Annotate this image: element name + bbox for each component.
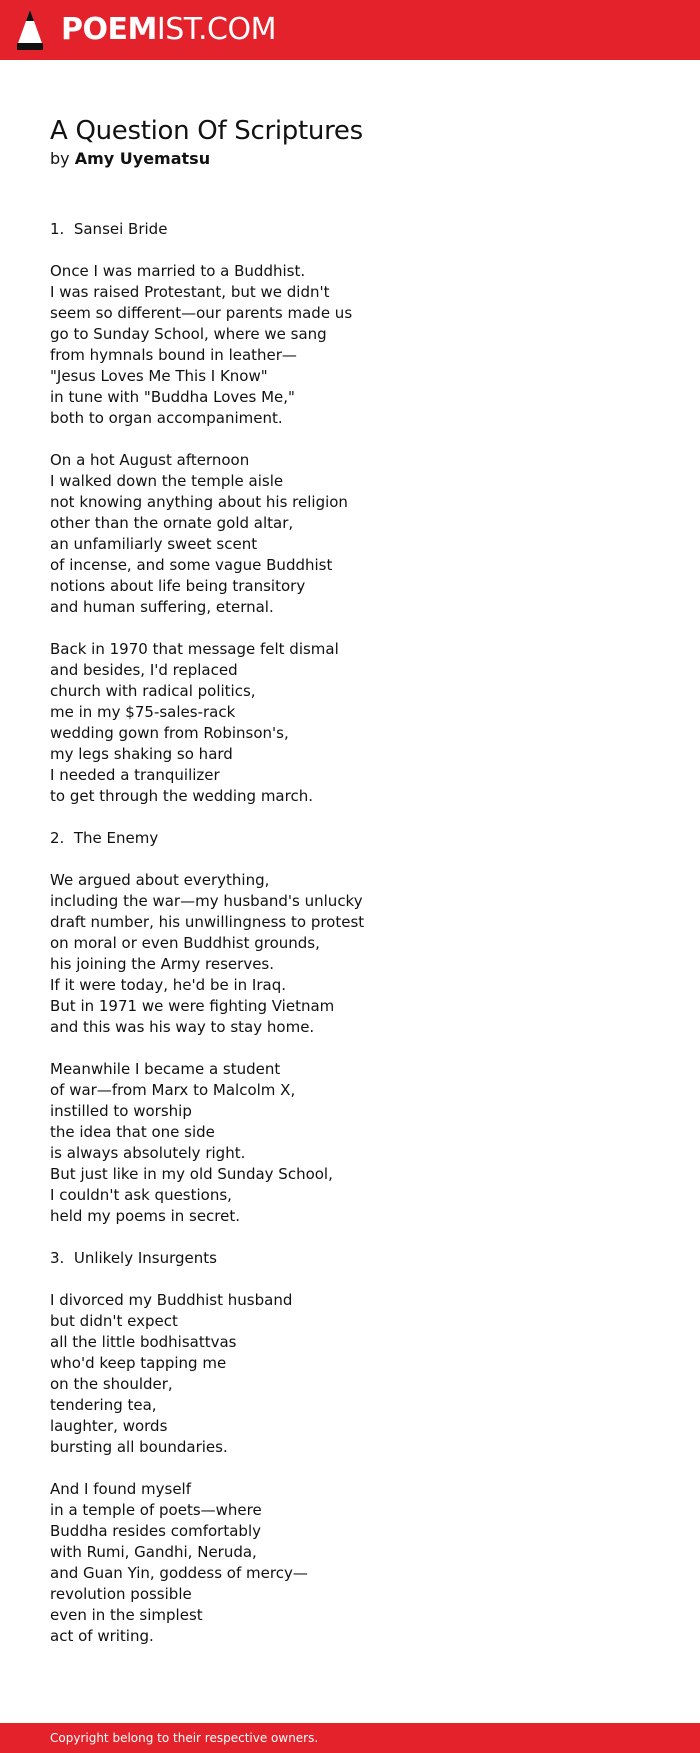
poem-line: with Rumi, Gandhi, Neruda, <box>50 1543 257 1561</box>
poem-body <box>50 219 364 1668</box>
poem-line: church with radical politics, <box>50 682 256 700</box>
poem-line: act of writing. <box>50 1627 154 1645</box>
site-logo[interactable] <box>61 10 276 50</box>
poem-line: Once I was married to a Buddhist. <box>50 262 306 280</box>
poem-line: on the shoulder, <box>50 1375 173 1393</box>
poem-line: 3. Unlikely Insurgents <box>50 1249 217 1267</box>
by-label: by <box>50 149 70 168</box>
poem-line: seem so different—our parents made us <box>50 304 353 322</box>
byline <box>50 148 210 170</box>
poem-line: and besides, I'd replaced <box>50 661 238 679</box>
poem-line: his joining the Army reserves. <box>50 955 275 973</box>
poem-line: notions about life being transitory <box>50 577 306 595</box>
poem-line: but didn't expect <box>50 1312 178 1330</box>
poem-line: both to organ accompaniment. <box>50 409 283 427</box>
poem-line: Back in 1970 that message felt dismal <box>50 640 339 658</box>
site-header <box>0 0 700 60</box>
poem-line: other than the ornate gold altar, <box>50 514 294 532</box>
poem-line: revolution possible <box>50 1585 192 1603</box>
poem-line: and human suffering, eternal. <box>50 598 274 616</box>
poem-stanza <box>50 639 364 807</box>
poem-line: of incense, and some vague Buddhist <box>50 556 333 574</box>
poem-stanza <box>50 261 364 429</box>
poem-line: my legs shaking so hard <box>50 745 233 763</box>
poem-line: held my poems in secret. <box>50 1207 241 1225</box>
poem-line: On a hot August afternoon <box>50 451 250 469</box>
poem-line: all the little bodhisattvas <box>50 1333 237 1351</box>
poem-line: from hymnals bound in leather— <box>50 346 297 364</box>
poem-line: and this was his way to stay home. <box>50 1018 315 1036</box>
poem-line: on moral or even Buddhist grounds, <box>50 934 320 952</box>
logo-light-text: IST.COM <box>156 12 276 47</box>
poem-line: I was raised Protestant, but we didn't <box>50 283 330 301</box>
poem-line: And I found myself <box>50 1480 191 1498</box>
poem-line: instilled to worship <box>50 1102 192 1120</box>
copyright-text: Copyright belong to their respective owners. <box>50 1731 319 1745</box>
poem-line: to get through the wedding march. <box>50 787 313 805</box>
poem-line: wedding gown from Robinson's, <box>50 724 289 742</box>
pencil-icon[interactable] <box>17 10 43 50</box>
poem-line: I couldn't ask questions, <box>50 1186 232 1204</box>
poem-stanza <box>50 1248 364 1269</box>
poem-line: bursting all boundaries. <box>50 1438 228 1456</box>
poem-line: I walked down the temple aisle <box>50 472 284 490</box>
poem-line: even in the simplest <box>50 1606 203 1624</box>
poem-line: in tune with "Buddha Loves Me," <box>50 388 295 406</box>
poem-line: But just like in my old Sunday School, <box>50 1165 333 1183</box>
poem-stanza <box>50 1290 364 1458</box>
poem-line: laughter, words <box>50 1417 168 1435</box>
poem-title: A Question Of Scriptures <box>50 116 363 146</box>
poem-line: 2. The Enemy <box>50 829 159 847</box>
poem-line: not knowing anything about his religion <box>50 493 348 511</box>
poem-stanza <box>50 219 364 240</box>
poem-line: tendering tea, <box>50 1396 157 1414</box>
poem-line: me in my $75-sales-rack <box>50 703 236 721</box>
poem-line: We argued about everything, <box>50 871 270 889</box>
poem-line: and Guan Yin, goddess of mercy— <box>50 1564 308 1582</box>
poem-line: of war—from Marx to Malcolm X, <box>50 1081 296 1099</box>
poem-line: 1. Sansei Bride <box>50 220 168 238</box>
poem-line: who'd keep tapping me <box>50 1354 227 1372</box>
poem-line: in a temple of poets—where <box>50 1501 262 1519</box>
poem-line: draft number, his unwillingness to protest <box>50 913 365 931</box>
poem-stanza <box>50 1479 364 1647</box>
poem-line: If it were today, he'd be in Iraq. <box>50 976 286 994</box>
poem-line: Buddha resides comfortably <box>50 1522 261 1540</box>
poem-stanza <box>50 1059 364 1227</box>
poem-line: "Jesus Loves Me This I Know" <box>50 367 268 385</box>
poem-line: I needed a tranquilizer <box>50 766 220 784</box>
site-footer <box>0 1723 700 1753</box>
poem-line: an unfamiliarly sweet scent <box>50 535 258 553</box>
poem-line: including the war—my husband's unlucky <box>50 892 363 910</box>
poem-stanza <box>50 870 364 1038</box>
logo-bold-text: POEM <box>61 12 157 47</box>
poem-stanza <box>50 828 364 849</box>
poem-line: the idea that one side <box>50 1123 215 1141</box>
poem-line: go to Sunday School, where we sang <box>50 325 327 343</box>
poem-line: But in 1971 we were fighting Vietnam <box>50 997 335 1015</box>
poem-line: I divorced my Buddhist husband <box>50 1291 293 1309</box>
poem-stanza <box>50 450 364 618</box>
poem-line: is always absolutely right. <box>50 1144 246 1162</box>
poem-line: Meanwhile I became a student <box>50 1060 281 1078</box>
author-name[interactable]: Amy Uyematsu <box>74 149 211 168</box>
